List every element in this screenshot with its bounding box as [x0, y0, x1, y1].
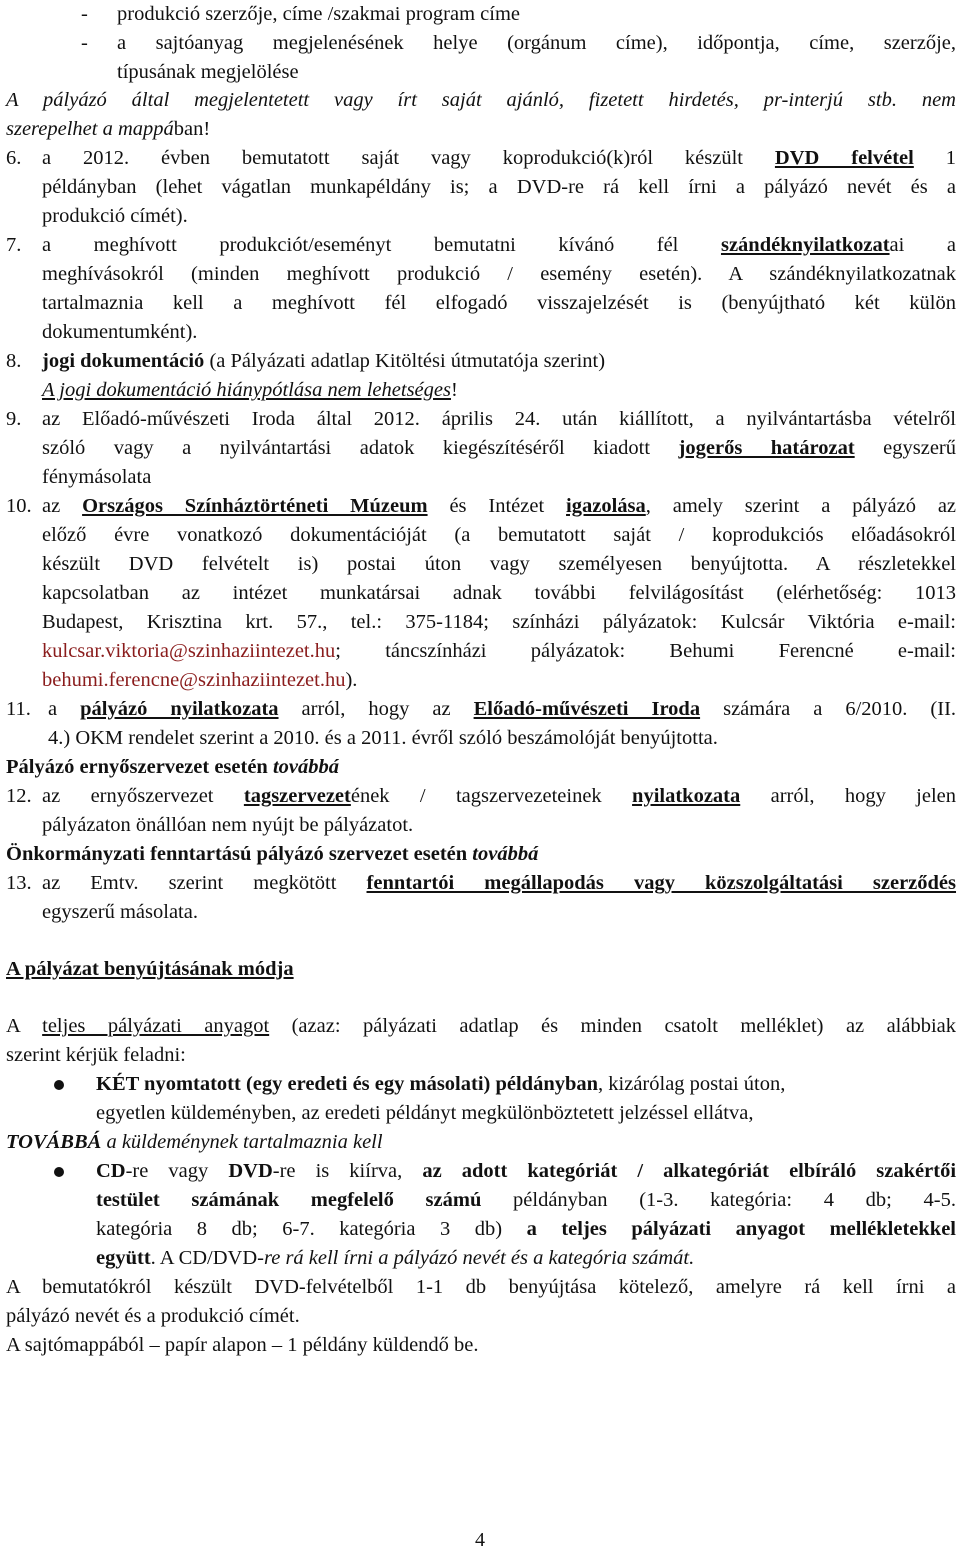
- item11-bold1: pályázó nyilatkozata: [80, 698, 279, 720]
- item-number: 9.: [6, 408, 22, 430]
- item8-post: (a Pályázati adatlap Kitöltési útmutatója szerint): [209, 350, 606, 372]
- bullet2-t1: -re vagy: [125, 1160, 209, 1182]
- heading-municipal-bold: Önkormányzati fenntartású pályázó szervezet esetén: [6, 843, 468, 865]
- item6-post: 1: [945, 147, 957, 169]
- bullet2-bold: az adott kategóriát / alkategóriát elbíráló szakértői: [422, 1160, 957, 1182]
- bullet2-l4-bold: együtt: [96, 1247, 151, 1269]
- email-link-kulcsar[interactable]: kulcsar.viktoria@szinhaziintezet.hu: [42, 640, 336, 662]
- tovabba-italic: a küldeménynek tartalmaznia kell: [106, 1131, 383, 1153]
- page-number: 4: [475, 1529, 485, 1551]
- bullet2-line3: [96, 1215, 956, 1244]
- submit-post: (azaz: pályázati adatlap és minden csatolt melléklet) az alábbiak: [291, 1015, 957, 1037]
- dash-item: -: [81, 32, 88, 54]
- bullet-icon: [54, 1167, 64, 1177]
- submit-underlined: teljes pályázati anyagot: [42, 1015, 270, 1037]
- bullet2-cd: CD: [96, 1160, 126, 1182]
- item10-bold1: Országos Színháztörténeti Múzeum: [82, 495, 428, 517]
- item11-bold2: Előadó-művészeti Iroda: [473, 698, 701, 720]
- item9-text: szóló vagy a nyilvántartási adatok kiegészítéséről kiadott: [42, 437, 651, 459]
- item11-mid: arról, hogy az: [301, 698, 451, 720]
- item-number: 7.: [6, 234, 22, 256]
- item9-post: egyszerű: [883, 437, 957, 459]
- item7-bold: szándéknyilatkozat: [720, 234, 890, 256]
- item-number: 10.: [6, 495, 32, 517]
- bullet1-post: , kizárólag postai úton,: [598, 1073, 786, 1095]
- intro-note-line2: [6, 115, 210, 144]
- tovabba-line: [6, 1128, 383, 1157]
- heading-municipal: [6, 840, 538, 869]
- dash-item-text: típusának megjelölése: [117, 61, 299, 83]
- item10-pre: az: [42, 495, 61, 517]
- item10-line6: [42, 637, 956, 666]
- item7-post: ai a: [889, 234, 957, 256]
- email-link-behumi[interactable]: behumi.ferencne@szinhaziintezet.hu: [42, 669, 346, 691]
- bullet2-line2: [96, 1186, 956, 1215]
- heading-umbrella: [6, 753, 339, 782]
- item12-bold2: nyilatkozata: [632, 785, 741, 807]
- item-number: 8.: [6, 350, 22, 372]
- item10-line4: kapcsolatban az intézet munkatársai adnak további felvilágosítást (elérhetőség: 1013: [42, 582, 956, 604]
- bullet2-t2: -re is kiírva,: [272, 1160, 403, 1182]
- item8-line2: [42, 376, 458, 405]
- bullet1-bold: KÉT nyomtatott (egy eredeti és egy másolati) példányban: [96, 1073, 599, 1095]
- bullet2-l4-italic: -re rá kell írni a pályázó nevét és a kategória számát.: [257, 1247, 695, 1269]
- heading-municipal-italic: továbbá: [472, 843, 539, 865]
- item12-post: arról, hogy jelen: [770, 785, 957, 807]
- item9-line1: az Előadó-művészeti Iroda által 2012. április 24. után kiállított, a nyilvántartásba vételről: [42, 408, 956, 430]
- item7-line1: [42, 231, 956, 260]
- item10-line5: Budapest, Krisztina krt. 57., tel.: 375-1184; színházi pályázatok: Kulcsár Viktória e-mail:: [42, 611, 956, 633]
- item10-line3: készült DVD felvételt is) postai úton vagy személyesen benyújtotta. A részletekkel: [42, 553, 956, 575]
- item6-text: a 2012. évben bemutatott saját vagy koprodukció(k)ról készült: [42, 147, 743, 169]
- item8-warning-end: !: [450, 379, 458, 401]
- bullet2-l2-post: példányban (1-3. kategória: 4 db; 4-5.: [513, 1189, 956, 1211]
- item-number: 11.: [6, 698, 31, 720]
- item9-line2: [42, 434, 956, 463]
- heading-umbrella-italic: továbbá: [272, 756, 339, 778]
- item9-bold: jogerős határozat: [678, 437, 855, 459]
- item10-bold2: igazolása: [566, 495, 646, 517]
- item-number: 12.: [6, 785, 32, 807]
- bullet2-l2-bold: testület számának megfelelő számú: [96, 1189, 482, 1211]
- item-number: 13.: [6, 872, 32, 894]
- dash-item-text: a sajtóanyag megjelenésének helye (orgánum címe), időpontja, címe, szerzője,: [117, 32, 956, 54]
- item12-line2: pályázaton önállóan nem nyújt be pályázatot.: [42, 814, 414, 836]
- item10-l7-post: ).: [345, 669, 358, 691]
- item7-line3: tartalmaznia kell a meghívott fél elfogadó visszajelzését is (benyújtható két külön: [42, 292, 956, 314]
- item6-line2: példányban (lehet vágatlan munkapéldány is; a DVD-re rá kell írni a pályázó nevét és a: [42, 176, 956, 198]
- item6-bold: DVD felvétel: [774, 147, 914, 169]
- item13-pre: az Emtv. szerint megkötött: [42, 872, 337, 894]
- item13-bold: fenntartói megállapodás vagy közszolgáltatási szerződés: [366, 872, 957, 894]
- bullet2-line4: [96, 1244, 694, 1273]
- item12-pre: az ernyőszervezet: [42, 785, 214, 807]
- item10-post: , amely szerint a pályázó az: [645, 495, 957, 517]
- tovabba-bold: TOVÁBBÁ: [6, 1131, 102, 1153]
- item10-mid: és Intézet: [449, 495, 545, 517]
- bullet2-dvd: DVD: [228, 1160, 273, 1182]
- item10-l6-post: ; táncszínházi pályázatok: Behumi Ferencné e-mail:: [335, 640, 956, 662]
- bullet2-l3-bold: a teljes pályázati anyagot mellékletekkel: [526, 1218, 956, 1240]
- item11-pre: a: [48, 698, 58, 720]
- item8-bold: jogi dokumentáció: [42, 350, 205, 372]
- item11-post: számára a 6/2010. (II.: [723, 698, 957, 720]
- submit-para-line2: szerint kérjük feladni:: [6, 1044, 186, 1066]
- bullet2-l4-mid: . A CD/DVD: [150, 1247, 258, 1269]
- intro-note-italic: szerepelhet a mappá: [6, 118, 174, 140]
- closing-line3: A sajtómappából – papír alapon – 1 példány küldendő be.: [6, 1334, 479, 1356]
- item6-line3: produkció címét).: [42, 205, 188, 227]
- submit-pre: A: [6, 1015, 20, 1037]
- item10-line1: [42, 492, 956, 521]
- bullet1-line1: [96, 1070, 785, 1099]
- item8-line1: [42, 347, 605, 376]
- bullet2-l3-pre: kategória 8 db; 6-7. kategória 3 db): [96, 1218, 503, 1240]
- item8-warning: A jogi dokumentáció hiánypótlása nem lehetséges: [42, 379, 451, 401]
- bullet1-line2: egyetlen küldeményben, az eredeti példányt megkülönböztetett jelzéssel ellátva,: [96, 1102, 754, 1124]
- item10-line2: előző évre vonatkozó dokumentációját (a bemutatott saját / koprodukciós előadásokról: [42, 524, 956, 546]
- item11-line2: 4.) OKM rendelet szerint a 2010. és a 2011. évről szóló beszámolóját benyújtotta.: [48, 727, 718, 749]
- section-title: A pályázat benyújtásának módja: [6, 958, 294, 980]
- item13-line1: [42, 869, 956, 898]
- item12-line1: [42, 782, 956, 811]
- item7-line4: dokumentumként).: [42, 321, 198, 343]
- item6-line1: [42, 144, 956, 173]
- item11-line1: [48, 695, 956, 724]
- item10-line7: [42, 666, 357, 695]
- item13-line2: egyszerű másolata.: [42, 901, 198, 923]
- item7-line2: meghívásokról (minden meghívott produkció / esemény esetén). A szándéknyilatkozatnak: [42, 263, 956, 285]
- item7-text: a meghívott produkciót/eseményt bemutatni kívánó fél: [42, 234, 679, 256]
- closing-line2: pályázó nevét és a produkció címét.: [6, 1305, 300, 1327]
- closing-line1: A bemutatókról készült DVD-felvételből 1-1 db benyújtása kötelező, amelyre rá kell írni a: [6, 1276, 956, 1298]
- intro-note-end: ban!: [173, 118, 211, 140]
- bullet-icon: [54, 1080, 64, 1090]
- heading-umbrella-bold: Pályázó ernyőszervezet esetén: [6, 756, 268, 778]
- item12-mid: ének / tagszervezeteinek: [350, 785, 602, 807]
- intro-note: A pályázó által megjelentetett vagy írt saját ajánló, fizetett hirdetés, pr-interjú stb. nem: [6, 89, 956, 111]
- dash-item: -: [81, 3, 88, 25]
- item12-bold1: tagszervezet: [243, 785, 351, 807]
- bullet2-line1: [96, 1157, 956, 1186]
- submit-para-line1: [6, 1012, 956, 1041]
- item-number: 6.: [6, 147, 22, 169]
- item9-line3: fénymásolata: [42, 466, 152, 488]
- dash-item-text: produkció szerzője, címe /szakmai program címe: [117, 3, 521, 25]
